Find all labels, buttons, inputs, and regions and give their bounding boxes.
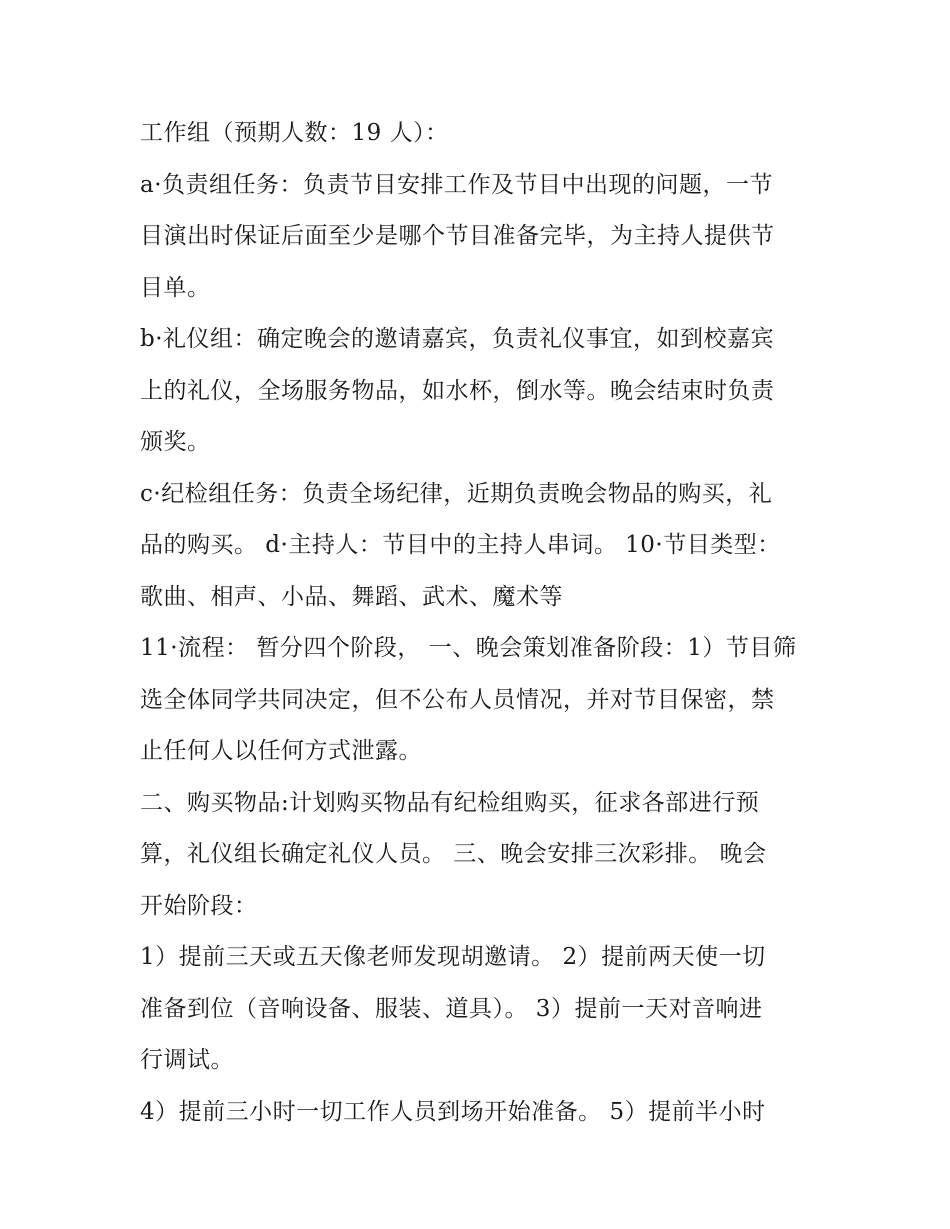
text-line: 11·流程： 暂分四个阶段， 一、晚会策划准备阶段：1）节目筛 <box>140 635 797 661</box>
text-line: 工作组（预期人数：19 人）： <box>140 120 449 146</box>
document-body <box>140 108 820 1138</box>
text-line: 上的礼仪，全场服务物品，如水杯，倒水等。晚会结束时负责 <box>140 377 775 404</box>
text-line: 行调试。 <box>140 1047 234 1073</box>
text-line: 二、购买物品:计划购买物品有纪检组购买，征求各部进行预 <box>140 789 760 816</box>
text-line: 1）提前三天或五天像老师发现胡邀请。 2）提前两天使一切 <box>140 944 766 970</box>
text-line: 准备到位（音响设备、服装、道具）。 3）提前一天对音响进 <box>140 995 763 1022</box>
text-line: 止任何人以任何方式泄露。 <box>140 738 422 764</box>
text-line: c·纪检组任务：负责全场纪律，近期负责晚会物品的购买，礼 <box>140 480 773 507</box>
text-line: 算，礼仪组长确定礼仪人员。 三、晚会安排三次彩排。 晚会 <box>140 841 767 867</box>
text-line: 歌曲、相声、小品、舞蹈、武术、魔术等 <box>140 583 563 610</box>
text-line: 目演出时保证后面至少是哪个节目准备完毕，为主持人提供节 <box>140 223 775 249</box>
text-line: 选全体同学共同决定，但不公布人员情况，并对节目保密，禁 <box>140 686 775 713</box>
text-line: b·礼仪组：确定晚会的邀请嘉宾，负责礼仪事宜，如到校嘉宾 <box>140 326 775 352</box>
text-line: 颁奖。 <box>140 429 211 455</box>
text-line: 品的购买。 d·主持人：节目中的主持人串词。 10·节目类型： <box>140 532 781 558</box>
text-line: 4）提前三小时一切工作人员到场开始准备。 5）提前半小时 <box>140 1098 766 1125</box>
text-line: 开始阶段： <box>140 892 258 919</box>
text-line: 目单。 <box>140 274 211 301</box>
text-line: a·负责组任务：负责节目安排工作及节目中出现的问题，一节 <box>140 171 774 198</box>
